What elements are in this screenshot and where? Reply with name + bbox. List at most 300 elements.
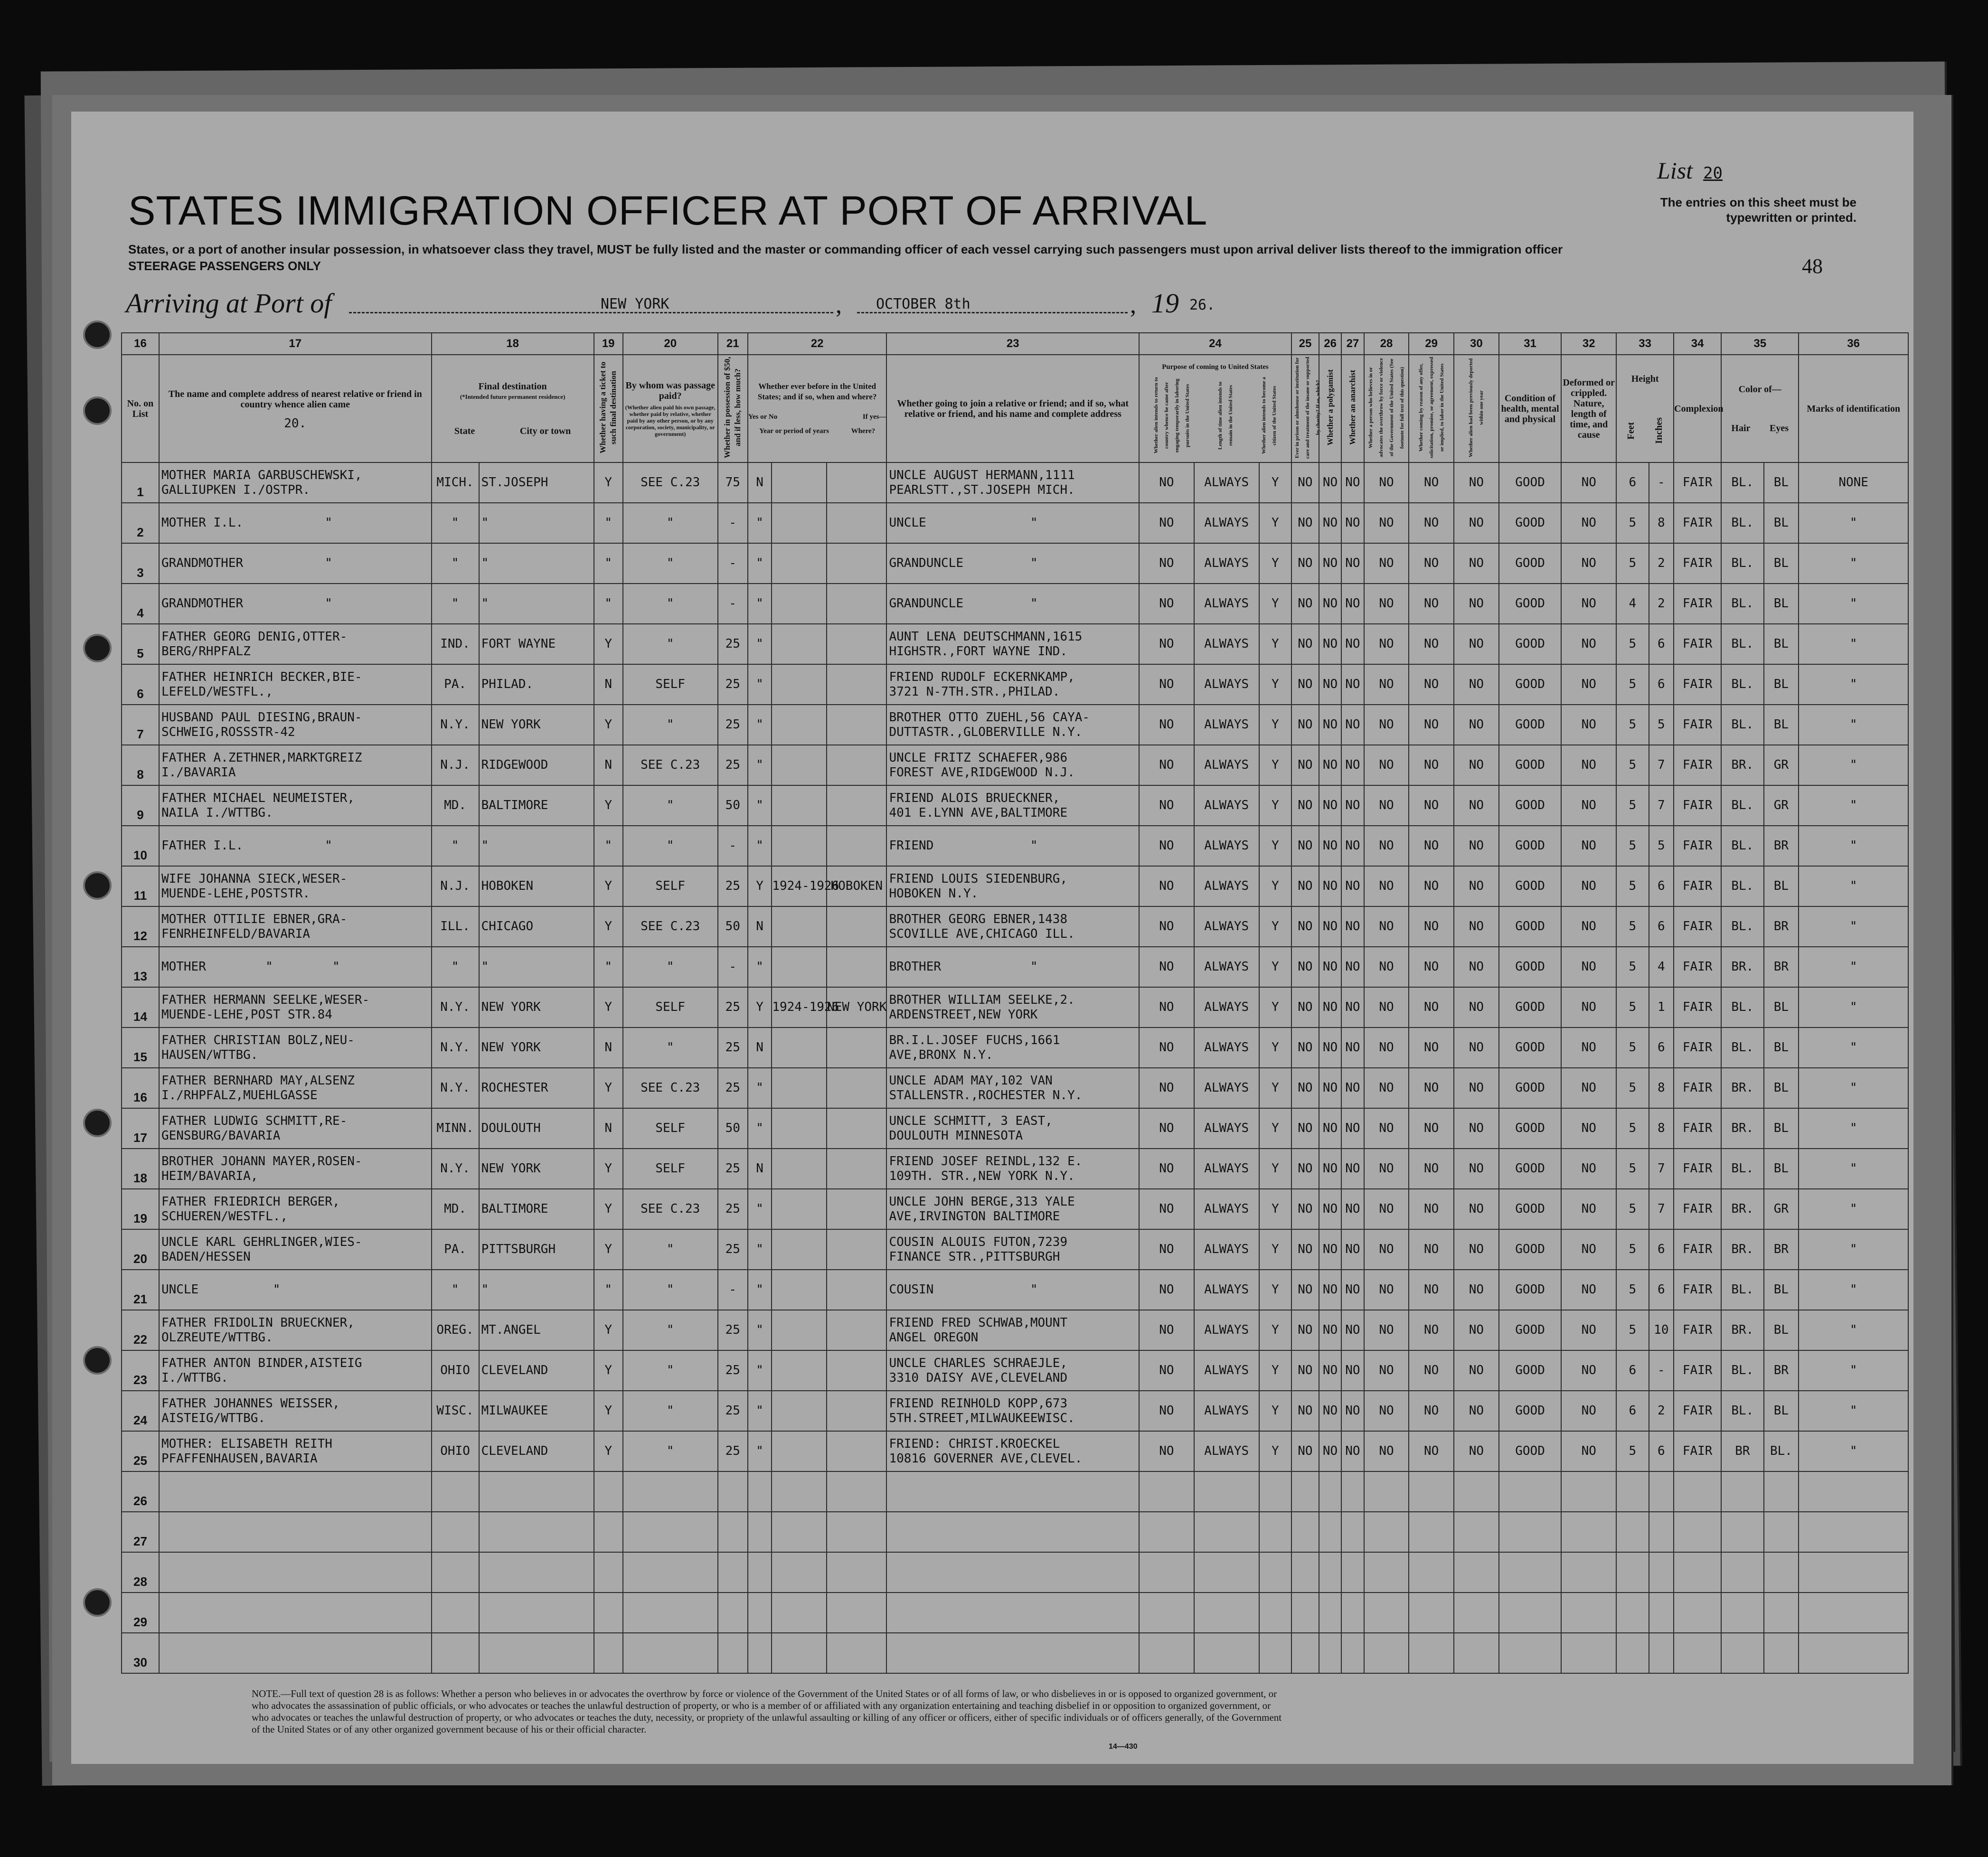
row-number: 28 (122, 1552, 159, 1593)
cell-citizen: Y (1259, 1149, 1291, 1189)
cell-health: GOOD (1499, 1310, 1562, 1350)
cell-joining (886, 1471, 1139, 1512)
cell-passage: " (623, 503, 718, 543)
cell-relative: FATHER FRIEDRICH BERGER, SCHUEREN/WESTFL., (159, 1189, 432, 1229)
cell-period (772, 1149, 827, 1189)
cell-complexion (1674, 1552, 1721, 1593)
cell-polygamist: NO (1319, 462, 1341, 503)
cell-length: ALWAYS (1194, 987, 1259, 1027)
cell-joining: COUSIN ALOUIS FUTON,7239 FINANCE STR.,PITTSBURGH (886, 1229, 1139, 1270)
cell-money (718, 1552, 748, 1593)
cell-hair: BL. (1721, 785, 1763, 826)
row-number: 9 (122, 785, 159, 826)
cell-feet (1616, 1512, 1649, 1552)
cell-state: PA. (432, 1229, 479, 1270)
cell-period: 1924-1926 (772, 866, 827, 906)
cell-length (1194, 1593, 1259, 1633)
cell-before (748, 1471, 772, 1512)
cell-deported: NO (1454, 1189, 1499, 1229)
cell-period (772, 1068, 827, 1108)
cell-deported (1454, 1633, 1499, 1673)
cell-complexion: FAIR (1674, 1189, 1721, 1229)
cell-offer: NO (1409, 1431, 1454, 1471)
cell-state: MD. (432, 1189, 479, 1229)
cell-complexion: FAIR (1674, 1310, 1721, 1350)
cell-anarchist (1341, 1471, 1364, 1512)
cell-prison: NO (1291, 866, 1319, 906)
cell-health: GOOD (1499, 866, 1562, 906)
cell-marks: " (1799, 1310, 1908, 1350)
cell-inches (1649, 1552, 1674, 1593)
column-number: 29 (1409, 333, 1454, 355)
cell-offer: NO (1409, 543, 1454, 584)
cell-passage (623, 1593, 718, 1633)
cell-prison: NO (1291, 906, 1319, 947)
cell-city: NEW YORK (479, 705, 594, 745)
cell-feet: 5 (1616, 705, 1649, 745)
cell-city: NEW YORK (479, 1027, 594, 1068)
header-overthrow: Whether a person who believes in or advocates the overthrow by force or violence of the Government of the United States (See footnote for full text of this question) (1364, 355, 1409, 462)
cell-length (1194, 1552, 1259, 1593)
cell-polygamist: NO (1319, 1149, 1341, 1189)
cell-inches: 8 (1649, 1108, 1674, 1149)
cell-relative: FATHER HERMANN SEELKE,WESER- MUENDE-LEHE,POST STR.84 (159, 987, 432, 1027)
cell-inches (1649, 1633, 1674, 1673)
cell-offer: NO (1409, 987, 1454, 1027)
cell-marks: " (1799, 1431, 1908, 1471)
cell-ticket: Y (594, 462, 623, 503)
cell-health: GOOD (1499, 1350, 1562, 1391)
cell-state: MD. (432, 785, 479, 826)
cell-citizen: Y (1259, 826, 1291, 866)
cell-deformed: NO (1561, 987, 1616, 1027)
row-number: 27 (122, 1512, 159, 1552)
cell-passage: SEE C.23 (623, 1068, 718, 1108)
cell-money: 50 (718, 1108, 748, 1149)
cell-deformed: NO (1561, 785, 1616, 826)
cell-eyes: BR (1764, 947, 1799, 987)
cell-deformed: NO (1561, 1229, 1616, 1270)
cell-prison: NO (1291, 705, 1319, 745)
cell-relative: MOTHER I.L. " (159, 503, 432, 543)
cell-overthrow: NO (1364, 705, 1409, 745)
arrival-date: OCTOBER 8th (876, 296, 970, 312)
cell-health (1499, 1512, 1562, 1552)
cell-before: " (748, 1310, 772, 1350)
header-color (1721, 355, 1799, 462)
cell-deported: NO (1454, 1149, 1499, 1189)
cell-joining (886, 1552, 1139, 1593)
cell-hair: BL. (1721, 1149, 1763, 1189)
cell-money: 25 (718, 1189, 748, 1229)
cell-polygamist (1319, 1593, 1341, 1633)
cell-polygamist: NO (1319, 584, 1341, 624)
cell-return: NO (1139, 906, 1194, 947)
cell-return: NO (1139, 503, 1194, 543)
cell-state: PA. (432, 664, 479, 705)
cell-overthrow: NO (1364, 906, 1409, 947)
cell-complexion: FAIR (1674, 906, 1721, 947)
cell-money: 25 (718, 1391, 748, 1431)
cell-inches: 10 (1649, 1310, 1674, 1350)
cell-return (1139, 1512, 1194, 1552)
cell-state: OHIO (432, 1350, 479, 1391)
cell-polygamist: NO (1319, 745, 1341, 785)
cell-complexion: FAIR (1674, 584, 1721, 624)
cell-deformed: NO (1561, 624, 1616, 664)
cell-inches: 2 (1649, 584, 1674, 624)
row-number: 1 (122, 462, 159, 503)
cell-state: N.J. (432, 745, 479, 785)
cell-deformed: NO (1561, 1391, 1616, 1431)
cell-joining: FRIEND ALOIS BRUECKNER, 401 E.LYNN AVE,BALTIMORE (886, 785, 1139, 826)
cell-before: " (748, 1108, 772, 1149)
table-row (122, 947, 1908, 987)
cell-offer: NO (1409, 1391, 1454, 1431)
column-number: 20 (623, 333, 718, 355)
cell-before: " (748, 1189, 772, 1229)
cell-eyes (1764, 1552, 1799, 1593)
cell-money: 25 (718, 987, 748, 1027)
column-number-row (122, 333, 1908, 355)
cell-citizen: Y (1259, 543, 1291, 584)
column-number: 35 (1721, 333, 1799, 355)
cell-marks (1799, 1552, 1908, 1593)
table-row (122, 785, 1908, 826)
cell-health: GOOD (1499, 1068, 1562, 1108)
header-deported: Whether alien had been previously deported within one year (1454, 355, 1499, 462)
page-title: STATES IMMIGRATION OFFICER AT PORT OF ARRIVAL (128, 188, 1208, 234)
table-row (122, 462, 1908, 503)
cell-period (772, 1552, 827, 1593)
cell-overthrow: NO (1364, 624, 1409, 664)
cell-prison: NO (1291, 1068, 1319, 1108)
cell-passage: " (623, 1027, 718, 1068)
header-relative-value: 20. (284, 416, 307, 431)
cell-prison: NO (1291, 785, 1319, 826)
cell-feet: 4 (1616, 584, 1649, 624)
cell-before: Y (748, 987, 772, 1027)
cell-eyes: BL (1764, 503, 1799, 543)
row-number: 18 (122, 1149, 159, 1189)
cell-length: ALWAYS (1194, 1027, 1259, 1068)
cell-feet: 5 (1616, 1068, 1649, 1108)
cell-ticket: Y (594, 906, 623, 947)
cell-offer: NO (1409, 826, 1454, 866)
cell-period (772, 1391, 827, 1431)
cell-health: GOOD (1499, 1270, 1562, 1310)
cell-passage: " (623, 947, 718, 987)
cell-health: GOOD (1499, 705, 1562, 745)
cell-marks: " (1799, 1270, 1908, 1310)
passenger-class: STEERAGE PASSENGERS ONLY (128, 259, 321, 273)
cell-before: " (748, 1270, 772, 1310)
table-row (122, 987, 1908, 1027)
cell-anarchist: NO (1341, 1431, 1364, 1471)
cell-relative: FATHER ANTON BINDER,AISTEIG I./WTTBG. (159, 1350, 432, 1391)
cell-overthrow: NO (1364, 1149, 1409, 1189)
cell-hair: BL. (1721, 705, 1763, 745)
cell-complexion: FAIR (1674, 745, 1721, 785)
cell-overthrow: NO (1364, 745, 1409, 785)
cell-money: 25 (718, 745, 748, 785)
cell-ticket (594, 1552, 623, 1593)
cell-return: NO (1139, 1350, 1194, 1391)
cell-feet: 5 (1616, 1027, 1649, 1068)
cell-city: ST.JOSEPH (479, 462, 594, 503)
cell-deported (1454, 1593, 1499, 1633)
cell-relative: FATHER JOHANNES WEISSER, AISTEIG/WTTBG. (159, 1391, 432, 1431)
cell-passage: SELF (623, 987, 718, 1027)
cell-deformed (1561, 1552, 1616, 1593)
cell-relative (159, 1512, 432, 1552)
cell-period (772, 745, 827, 785)
row-number: 12 (122, 906, 159, 947)
cell-deformed (1561, 1471, 1616, 1512)
cell-period (772, 1350, 827, 1391)
column-number: 36 (1799, 333, 1908, 355)
cell-deported (1454, 1512, 1499, 1552)
cell-ticket: Y (594, 1149, 623, 1189)
cell-polygamist: NO (1319, 1350, 1341, 1391)
cell-eyes: GR (1764, 785, 1799, 826)
cell-where (827, 1310, 886, 1350)
cell-offer: NO (1409, 705, 1454, 745)
cell-passage: SEE C.23 (623, 906, 718, 947)
cell-hair: BR. (1721, 745, 1763, 785)
cell-before: " (748, 1229, 772, 1270)
list-label: List (1657, 157, 1693, 184)
cell-relative: FATHER BERNHARD MAY,ALSENZ I./RHPFALZ,MUEHLGASSE (159, 1068, 432, 1108)
cell-period (772, 1108, 827, 1149)
cell-offer (1409, 1633, 1454, 1673)
header-final-destination-text: Final destination (478, 381, 547, 392)
row-number: 13 (122, 947, 159, 987)
cell-where: HOBOKEN (827, 866, 886, 906)
cell-before: " (748, 745, 772, 785)
cell-health: GOOD (1499, 584, 1562, 624)
row-number: 22 (122, 1310, 159, 1350)
column-number: 19 (594, 333, 623, 355)
cell-passage: " (623, 705, 718, 745)
cell-inches (1649, 1593, 1674, 1633)
cell-inches: 6 (1649, 1270, 1674, 1310)
cell-length: ALWAYS (1194, 664, 1259, 705)
cell-citizen: Y (1259, 906, 1291, 947)
cell-joining: UNCLE " (886, 503, 1139, 543)
cell-offer: NO (1409, 1027, 1454, 1068)
cell-city (479, 1552, 594, 1593)
cell-period (772, 503, 827, 543)
cell-offer: NO (1409, 785, 1454, 826)
cell-money: - (718, 947, 748, 987)
cell-offer: NO (1409, 1229, 1454, 1270)
cell-return: NO (1139, 947, 1194, 987)
cell-polygamist: NO (1319, 906, 1341, 947)
cell-ticket: Y (594, 1229, 623, 1270)
cell-passage (623, 1471, 718, 1512)
cell-hair (1721, 1593, 1763, 1633)
cell-complexion (1674, 1633, 1721, 1673)
cell-deformed: NO (1561, 906, 1616, 947)
cell-where (827, 624, 886, 664)
cell-joining: FRIEND LOUIS SIEDENBURG, HOBOKEN N.Y. (886, 866, 1139, 906)
cell-ticket: Y (594, 624, 623, 664)
cell-anarchist: NO (1341, 906, 1364, 947)
cell-deformed: NO (1561, 1068, 1616, 1108)
cell-length (1194, 1471, 1259, 1512)
header-polygamist: Whether a polygamist (1319, 355, 1341, 462)
cell-inches: 5 (1649, 705, 1674, 745)
cell-overthrow: NO (1364, 584, 1409, 624)
cell-passage: " (623, 584, 718, 624)
cell-money: - (718, 826, 748, 866)
cell-marks: " (1799, 947, 1908, 987)
cell-state: " (432, 584, 479, 624)
cell-return: NO (1139, 584, 1194, 624)
cell-polygamist: NO (1319, 947, 1341, 987)
cell-health: GOOD (1499, 987, 1562, 1027)
cell-before (748, 1593, 772, 1633)
cell-inches: 6 (1649, 624, 1674, 664)
cell-marks: " (1799, 785, 1908, 826)
cell-complexion: FAIR (1674, 1229, 1721, 1270)
cell-offer: NO (1409, 624, 1454, 664)
cell-deported: NO (1454, 866, 1499, 906)
cell-eyes: BL (1764, 462, 1799, 503)
cell-passage: " (623, 543, 718, 584)
header-passage (623, 355, 718, 462)
cell-length: ALWAYS (1194, 1108, 1259, 1149)
cell-prison: NO (1291, 1189, 1319, 1229)
cell-relative: MOTHER " " (159, 947, 432, 987)
cell-offer: NO (1409, 503, 1454, 543)
cell-anarchist: NO (1341, 1108, 1364, 1149)
table-row (122, 1633, 1908, 1673)
cell-ticket: N (594, 664, 623, 705)
cell-overthrow (1364, 1512, 1409, 1552)
cell-money: 50 (718, 785, 748, 826)
cell-city: " (479, 584, 594, 624)
cell-inches: 6 (1649, 1229, 1674, 1270)
cell-anarchist: NO (1341, 947, 1364, 987)
cell-polygamist: NO (1319, 1229, 1341, 1270)
arrival-line (126, 287, 1313, 319)
cell-deported: NO (1454, 1310, 1499, 1350)
cell-deformed: NO (1561, 1350, 1616, 1391)
cell-inches: - (1649, 1350, 1674, 1391)
cell-period (772, 1431, 827, 1471)
cell-health: GOOD (1499, 503, 1562, 543)
cell-hair: BR (1721, 1431, 1763, 1471)
cell-eyes: BL. (1764, 1431, 1799, 1471)
cell-money: 50 (718, 906, 748, 947)
cell-citizen (1259, 1633, 1291, 1673)
cell-health: GOOD (1499, 1391, 1562, 1431)
column-number: 21 (718, 333, 748, 355)
table-row (122, 624, 1908, 664)
cell-deported: NO (1454, 785, 1499, 826)
cell-eyes: BL (1764, 584, 1799, 624)
cell-overthrow: NO (1364, 826, 1409, 866)
cell-inches (1649, 1512, 1674, 1552)
cell-citizen: Y (1259, 1108, 1291, 1149)
cell-eyes: BR (1764, 1229, 1799, 1270)
cell-offer: NO (1409, 745, 1454, 785)
cell-period (772, 1310, 827, 1350)
cell-offer: NO (1409, 866, 1454, 906)
cell-state: N.Y. (432, 1068, 479, 1108)
cell-anarchist: NO (1341, 745, 1364, 785)
header-no-on-list: No. on List (122, 355, 159, 462)
typewriter-note: The entries on this sheet must be typewritten or printed. (1660, 195, 1856, 225)
manifest-page (71, 112, 1913, 1764)
cell-anarchist: NO (1341, 1027, 1364, 1068)
cell-return: NO (1139, 1149, 1194, 1189)
table-row (122, 1149, 1908, 1189)
cell-deported: NO (1454, 1229, 1499, 1270)
cell-inches: 7 (1649, 1149, 1674, 1189)
cell-length: ALWAYS (1194, 745, 1259, 785)
cell-overthrow: NO (1364, 462, 1409, 503)
cell-overthrow: NO (1364, 785, 1409, 826)
cell-state: N.J. (432, 866, 479, 906)
cell-length: ALWAYS (1194, 1068, 1259, 1108)
cell-before: N (748, 462, 772, 503)
cell-inches: 7 (1649, 745, 1674, 785)
cell-joining: AUNT LENA DEUTSCHMANN,1615 HIGHSTR.,FORT WAYNE IND. (886, 624, 1139, 664)
cell-money: - (718, 584, 748, 624)
row-number: 24 (122, 1391, 159, 1431)
column-number: 34 (1674, 333, 1721, 355)
cell-return: NO (1139, 543, 1194, 584)
cell-length: ALWAYS (1194, 1391, 1259, 1431)
table-row (122, 1512, 1908, 1552)
cell-offer: NO (1409, 664, 1454, 705)
cell-state: WISC. (432, 1391, 479, 1431)
cell-overthrow: NO (1364, 987, 1409, 1027)
form-code: 14—430 (1109, 1743, 1138, 1751)
header-hair: Hair (1731, 423, 1751, 434)
cell-hair: BR. (1721, 1310, 1763, 1350)
cell-feet: 5 (1616, 866, 1649, 906)
cell-feet: 5 (1616, 1310, 1649, 1350)
cell-length: ALWAYS (1194, 906, 1259, 947)
cell-feet: 5 (1616, 785, 1649, 826)
cell-passage: " (623, 1431, 718, 1471)
cell-prison: NO (1291, 543, 1319, 584)
header-deformed: Deformed or crippled. Nature, length of time, and cause (1561, 355, 1616, 462)
cell-city: " (479, 826, 594, 866)
cell-polygamist (1319, 1633, 1341, 1673)
cell-deported: NO (1454, 987, 1499, 1027)
cell-city: DOULOUTH (479, 1108, 594, 1149)
cell-feet: 6 (1616, 1391, 1649, 1431)
cell-passage (623, 1552, 718, 1593)
table-row (122, 906, 1908, 947)
row-number: 17 (122, 1108, 159, 1149)
arrival-year: 26. (1189, 297, 1215, 313)
cell-inches: 7 (1649, 1189, 1674, 1229)
row-number: 14 (122, 987, 159, 1027)
cell-deported: NO (1454, 1350, 1499, 1391)
cell-inches: 2 (1649, 1391, 1674, 1431)
cell-period (772, 785, 827, 826)
cell-offer (1409, 1552, 1454, 1593)
cell-eyes (1764, 1471, 1799, 1512)
cell-polygamist: NO (1319, 1068, 1341, 1108)
cell-joining: COUSIN " (886, 1270, 1139, 1310)
